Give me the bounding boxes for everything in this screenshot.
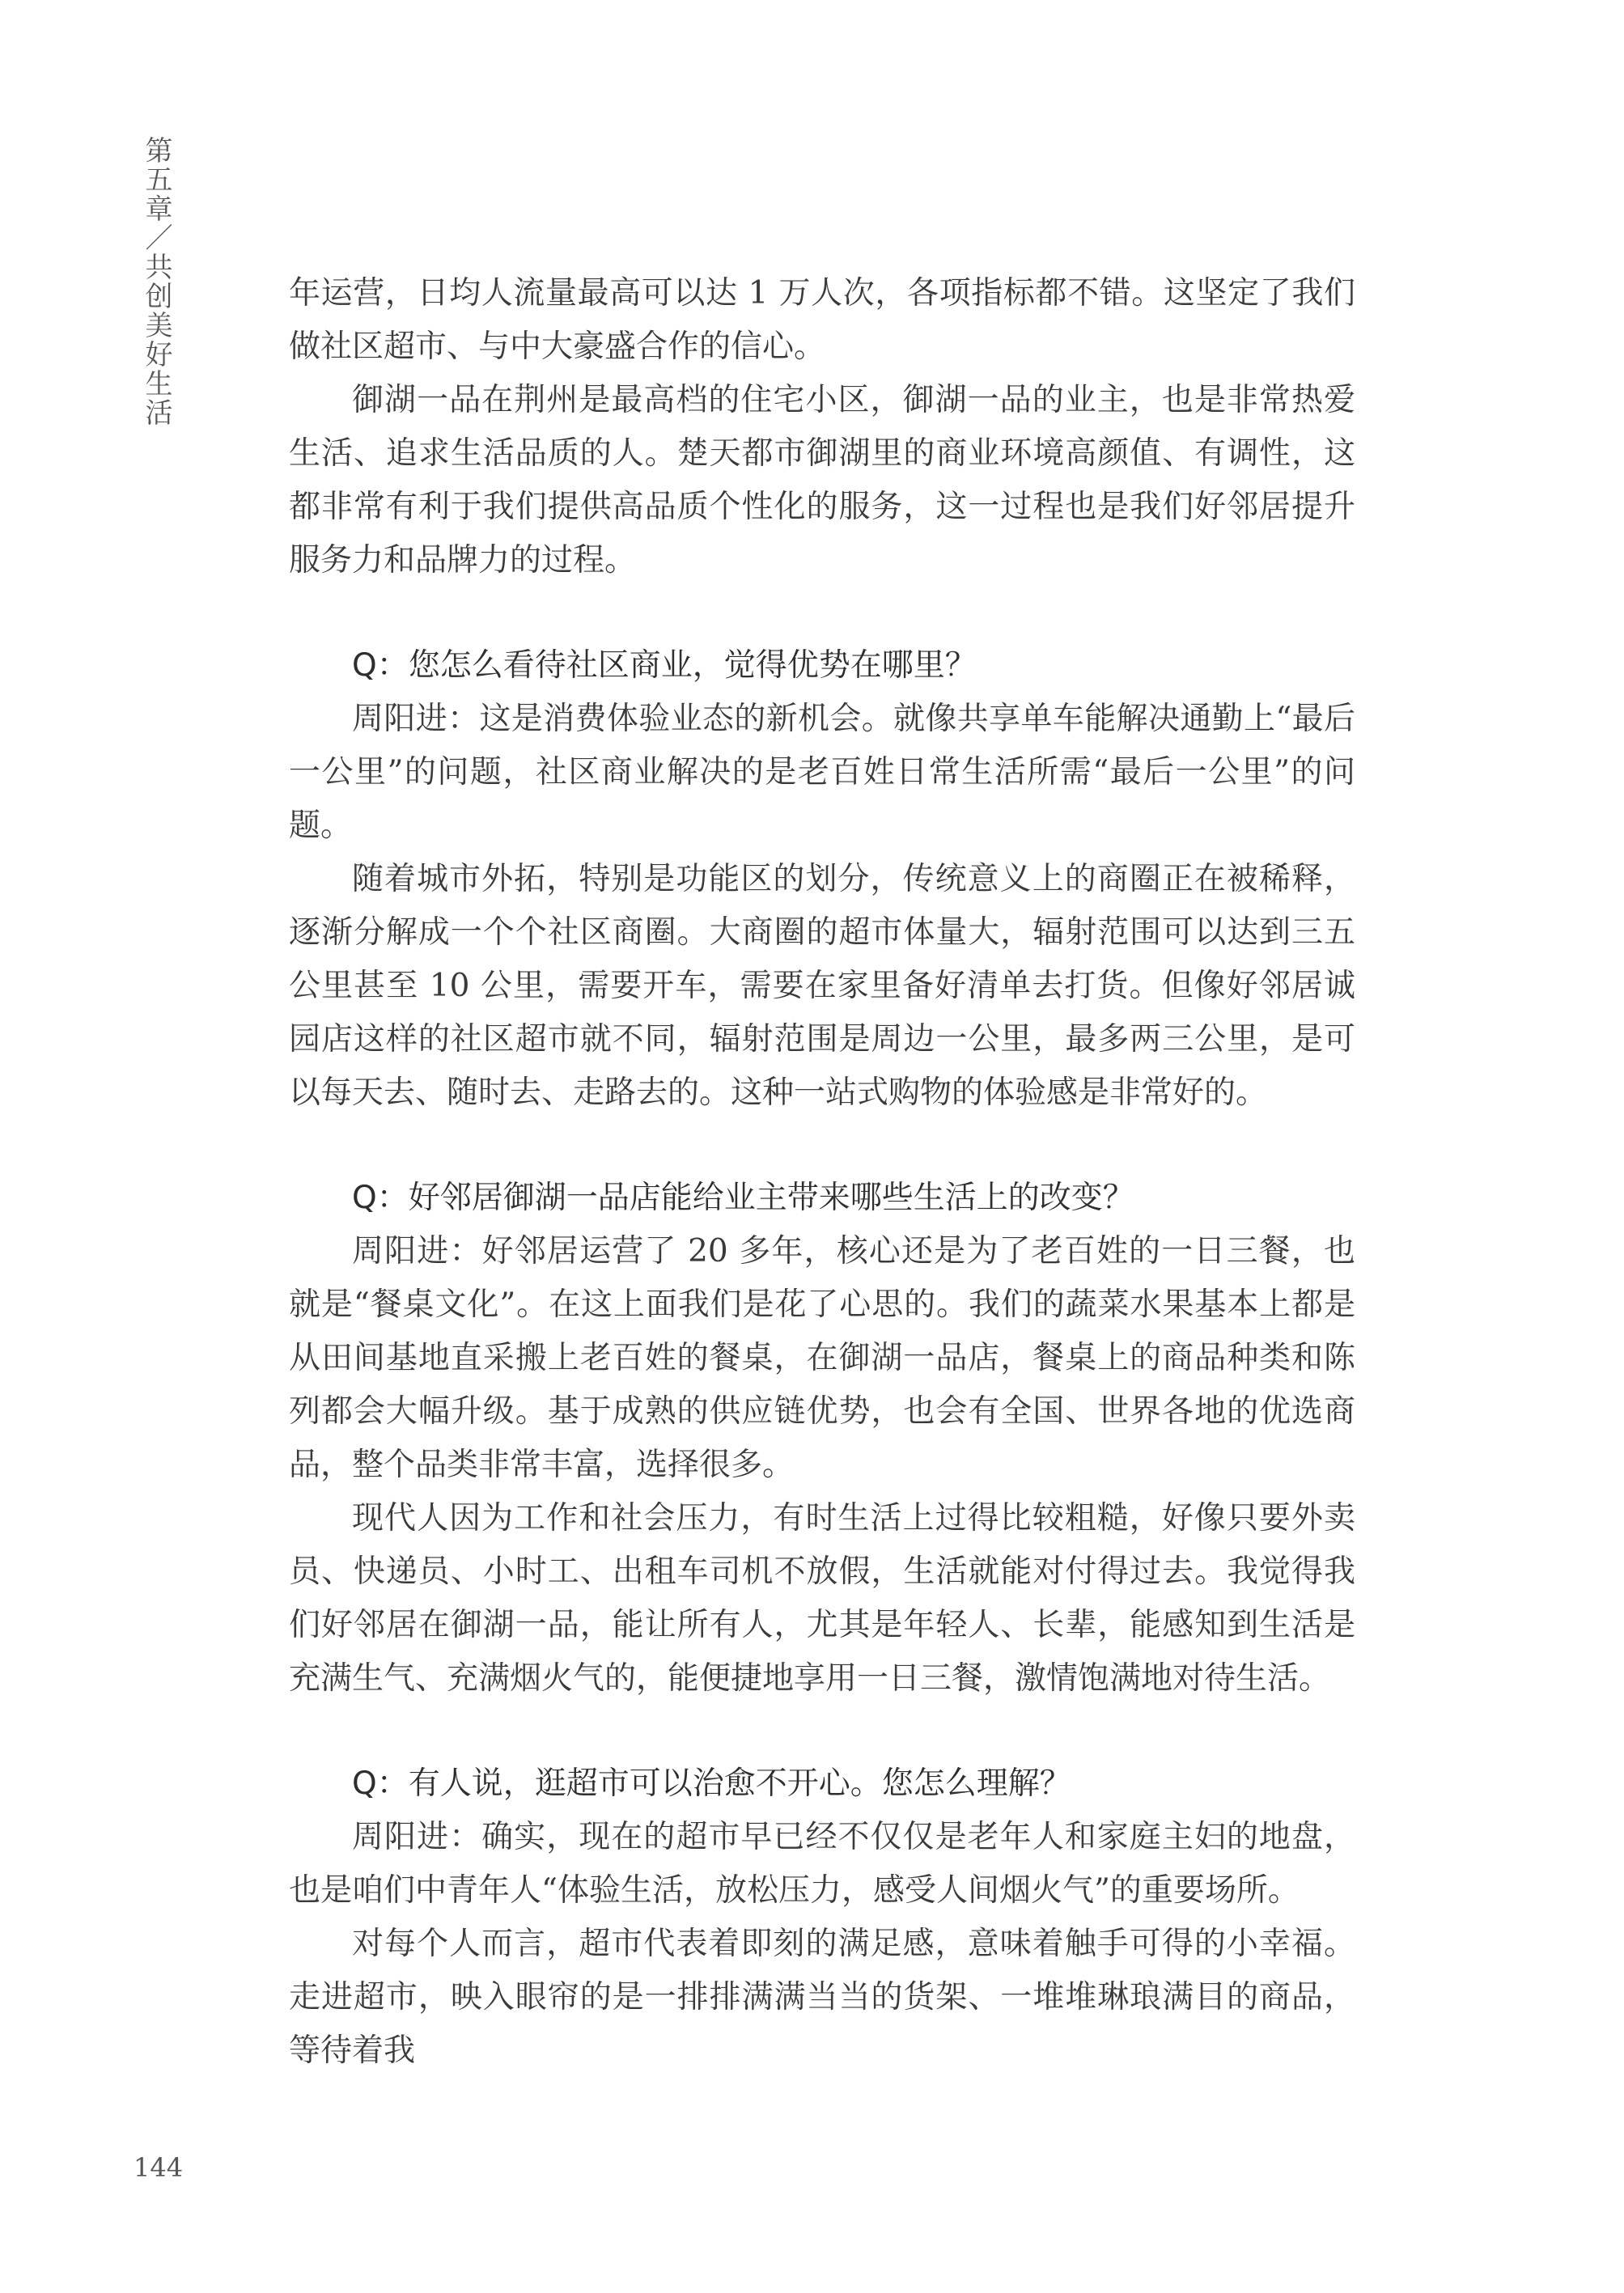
paragraph: 对每个人而言，超市代表着即刻的满足感，意味着触手可得的小幸福。走进超市，映入眼帘的是一排排满满当当的货架、一堆堆琳琅满目的商品，等待着我 xyxy=(289,1926,1355,2069)
running-head: 第五章／共创美好生活 xyxy=(140,136,172,427)
paragraph: 年运营，日均人流量最高可以达 1 万人次，各项指标都不错。这坚定了我们做社区超市、与中大豪盛合作的信心。 xyxy=(289,275,1355,365)
paragraph: 御湖一品在荆州是最高档的住宅小区，御湖一品的业主，也是非常热爱生活、追求生活品质的人。楚天都市御湖里的商业环境高颜值、有调性，这都非常有利于我们提供高品质个性化的服务，这一过程也是我们好邻居提升服务力和品牌力的过程。 xyxy=(289,382,1355,579)
paragraph: 现代人因为工作和社会压力，有时生活上过得比较粗糙，好像只要外卖员、快递员、小时工、出租车司机不放假，生活就能对付得过去。我觉得我们好邻居在御湖一品，能让所有人，尤其是年轻人、长辈，能感知到生活是充满生气、充满烟火气的，能便捷地享用一日三餐，激情饱满地对待生活。 xyxy=(289,1500,1355,1697)
question-heading: Q：好邻居御湖一品店能给业主带来哪些生活上的改变？ xyxy=(352,1180,1134,1216)
paragraph: 周阳进：这是消费体验业态的新机会。就像共享单车能解决通勤上“最后一公里”的问题，社区商业解决的是老百姓日常生活所需“最后一公里”的问题。 xyxy=(289,701,1355,844)
paragraph: 周阳进：好邻居运营了 20 多年，核心还是为了老百姓的一日三餐，也就是“餐桌文化”。在这上面我们是花了心思的。我们的蔬菜水果基本上都是从田间基地直采搬上老百姓的餐桌，在御湖一品店，餐桌上的商品种类和陈列都会大幅升级。基于成熟的供应链优势，也会有全国、世界各地的优选商品，整个品类非常丰富，选择很多。 xyxy=(289,1233,1355,1483)
page-number: 144 xyxy=(134,2152,184,2183)
question-heading: Q：您怎么看待社区商业，觉得优势在哪里？ xyxy=(352,647,977,684)
paragraph: 周阳进：确实，现在的超市早已经不仅仅是老年人和家庭主妇的地盘，也是咱们中青年人“体验生活，放松压力，感受人间烟火气”的重要场所。 xyxy=(289,1819,1355,1909)
question-heading: Q：有人说，逛超市可以治愈不开心。您怎么理解？ xyxy=(352,1765,1071,1802)
paragraph: 随着城市外拓，特别是功能区的划分，传统意义上的商圈正在被稀释，逐渐分解成一个个社区商圈。大商圈的超市体量大，辐射范围可以达到三五公里甚至 10 公里，需要开车，需要在家里备好清单去打货。但像好邻居诚园店这样的社区超市就不同，辐射范围是周边一公里，最多两三公里，是可以每天去、随时去、走路去的。这种一站式购物的体验感是非常好的。 xyxy=(289,861,1355,1111)
page-body xyxy=(289,267,1355,2078)
